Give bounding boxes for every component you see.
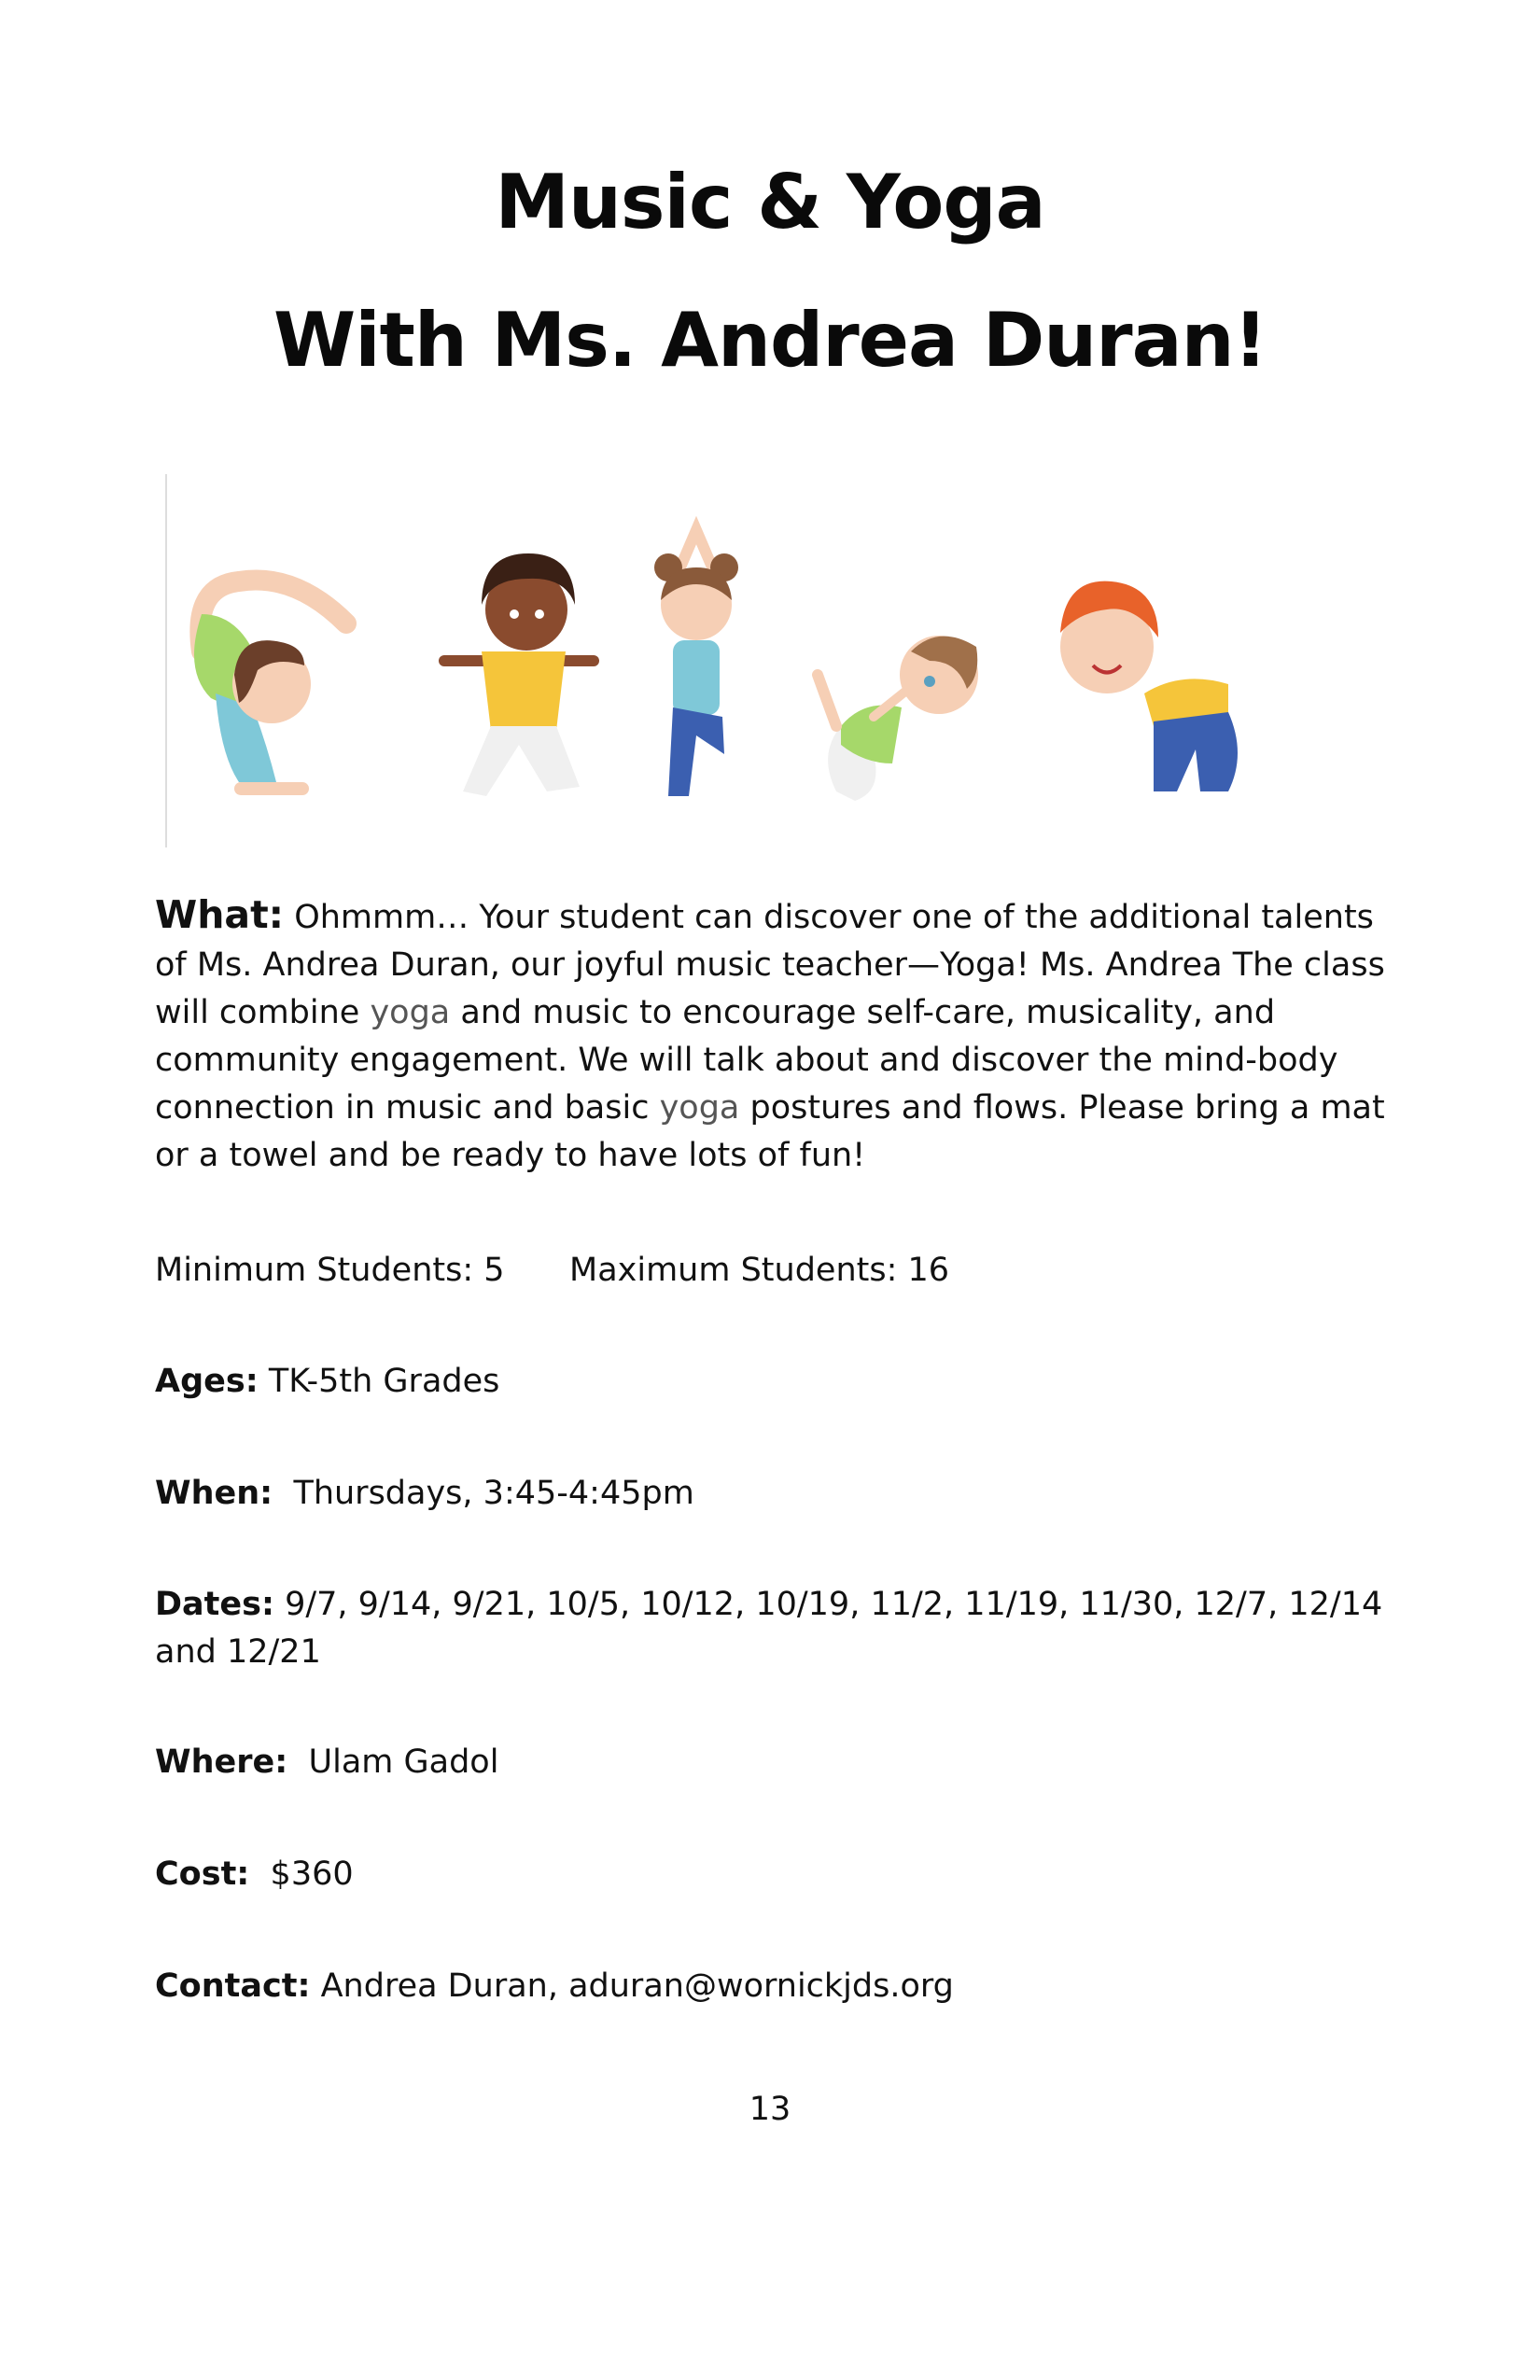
dates-label: Dates: [155,1586,274,1623]
ages-label: Ages: [155,1363,259,1400]
when-row [155,1470,694,1518]
what-paragraph [155,891,1415,1180]
page-title: Music & Yoga [495,159,1045,245]
cost-row [155,1851,354,1898]
ages-value: TK-5th Grades [258,1363,500,1400]
when-label: When: [155,1475,273,1512]
cost-value: $360 [249,1855,354,1893]
where-value: Ulam Gadol [287,1743,499,1781]
min-students: Minimum Students: 5 [155,1252,505,1289]
dates-value: 9/7, 9/14, 9/21, 10/5, 10/12, 10/19, 11/2, 11/19, 11/30, 12/7, 12/14 and 12/21 [155,1586,1383,1671]
page-number: 13 [749,2091,791,2128]
contact-value: Andrea Duran, aduran@wornickjds.org [310,1967,954,2005]
max-students: Maximum Students: 16 [569,1252,950,1289]
what-yoga-word-2: yoga [659,1089,740,1127]
dates-row [155,1581,1406,1676]
kid-backbend-figure [194,580,346,795]
what-label: What: [155,892,285,937]
where-row [155,1739,498,1786]
what-text-part1: Ohmmm… Your student can discover one of the additional talents of Ms. Andrea Duran, our joyful music teacher—Yoga! Ms. Andrea The class will combine [155,899,1385,1031]
kids-yoga-illustration [164,474,1378,849]
kid-forward-bend-figure [1060,581,1238,791]
when-value: Thursdays, 3:45-4:45pm [273,1475,694,1512]
ages-row [155,1358,499,1406]
cost-label: Cost: [155,1855,250,1893]
where-label: Where: [155,1743,288,1781]
contact-label: Contact: [155,1967,311,2005]
kid-warrior-figure [444,553,594,796]
kid-boat-pose-figure [818,636,978,801]
kid-tree-pose-figure [654,530,738,796]
what-text-part3: postures and flows. Please bring a mat or a towel and be ready to have lots of fun! [155,1089,1385,1174]
contact-row [155,1963,954,2010]
what-text-part2: and music to encourage self-care, musicality, and community engagement. We will talk about and discover the mind-body connection in music and basic [155,994,1338,1127]
page-subtitle: With Ms. Andrea Duran! [273,297,1267,384]
what-yoga-word-1: yoga [370,994,451,1031]
